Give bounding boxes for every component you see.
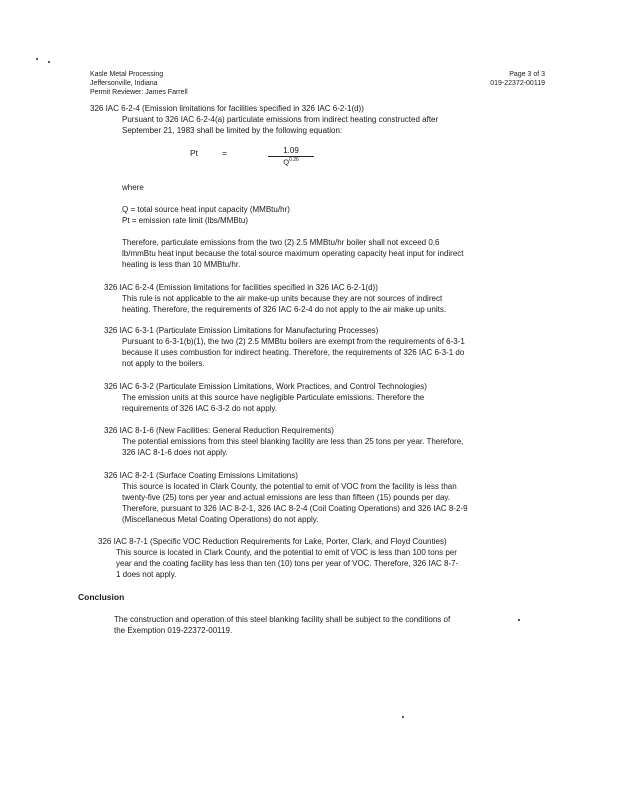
section-line: This source is located in Clark County, and the potential to emit of VOC is less than 100 tons per xyxy=(116,548,457,557)
header-right xyxy=(490,70,545,88)
header-left xyxy=(90,70,188,97)
section-title: 326 IAC 6-2-4 (Emission limitations for facilities specified in 326 IAC 6-2-1(d)) xyxy=(104,283,378,292)
section-line: Pursuant to 6-3-1(b)(1), the two (2) 2.5 MMBtu boilers are exempt from the requirements of 6-3-1 xyxy=(122,337,465,346)
conclusion-heading: Conclusion xyxy=(78,592,125,602)
where-line-pt: Pt = emission rate limit (lbs/MMBtu) xyxy=(122,216,249,225)
section-title: 326 IAC 8-7-1 (Specific VOC Reduction Requirements for Lake, Porter, Clark, and Floyd Counties) xyxy=(98,537,447,546)
therefore-paragraph xyxy=(122,237,464,270)
section-line: (Miscellaneous Metal Coating Operations) do not apply. xyxy=(122,515,319,524)
section-line: because it uses combustion for indirect heating. Therefore, the requirements of 326 IAC 6-3-1 do xyxy=(122,348,465,357)
section-line: 1 does not apply. xyxy=(116,570,177,579)
where-definitions xyxy=(122,204,290,226)
therefore-line: heating is less than 10 MMBtu/hr. xyxy=(122,260,241,269)
equation-fraction xyxy=(268,146,314,167)
equation-lhs: Pt xyxy=(190,148,199,158)
equation-numerator: 1.09 xyxy=(268,146,314,157)
section-326-iac-8-2-1 xyxy=(104,470,468,525)
where-line-q: Q = total source heat input capacity (MMBtu/hr) xyxy=(122,205,290,214)
section-line: year and the coating facility has less than ten (10) tons per year of VOC. Therefore, 326 IAC 8-7- xyxy=(116,559,459,568)
scan-speck xyxy=(48,61,50,63)
where-label: where xyxy=(122,183,144,192)
section-line: heating. Therefore, the requirements of 326 IAC 6-2-4 do not apply to the air make up units. xyxy=(122,305,447,314)
scan-speck xyxy=(402,716,404,718)
section-326-iac-6-2-4-a xyxy=(90,103,438,136)
section-line: This source is located in Clark County, the potential to emit of VOC from the facility is less than xyxy=(122,482,457,491)
section-326-iac-8-1-6 xyxy=(104,425,463,458)
section-line: The emission units at this source have negligible Particulate emissions. Therefore the xyxy=(122,393,425,402)
header-reviewer: Permit Reviewer: James Farrell xyxy=(90,89,188,96)
header-company: Kasle Metal Processing xyxy=(90,71,164,78)
section-title: 326 IAC 8-1-6 (New Facilities: General Reduction Requirements) xyxy=(104,426,334,435)
therefore-line: lb/mmBtu heat input because the total source maximum operating capacity heat input for indirect xyxy=(122,249,464,258)
conclusion-paragraph xyxy=(114,614,450,636)
section-line: The potential emissions from this steel blanking facility are less than 25 tons per year. Therefore, xyxy=(122,437,464,446)
section-326-iac-8-7-1 xyxy=(98,536,458,580)
scan-speck xyxy=(36,58,38,60)
section-title: 326 IAC 6-2-4 (Emission limitations for facilities specified in 326 IAC 6-2-1(d)) xyxy=(90,104,364,113)
section-line: twenty-five (25) tons per year and actual emissions are less than fifteen (15) pounds per day. xyxy=(122,493,451,502)
conclusion-line: the Exemption 019-22372-00119. xyxy=(114,626,233,635)
section-line: September 21, 1983 shall be limited by the following equation: xyxy=(122,126,343,135)
therefore-line: Therefore, particulate emissions from the two (2) 2.5 MMBtu/hr boiler shall not exceed 0.6 xyxy=(122,238,440,247)
equation-equals: = xyxy=(222,148,227,158)
section-line: not apply to the boilers. xyxy=(122,359,205,368)
section-title: 326 IAC 6-3-2 (Particulate Emission Limitations, Work Practices, and Control Technologies) xyxy=(104,382,427,391)
section-326-iac-6-2-4-b xyxy=(104,282,446,315)
section-line: Therefore, pursuant to 326 IAC 8-2-1, 326 IAC 8-2-4 (Coil Coating Operations) and 326 IAC 8-2-9 xyxy=(122,504,468,513)
header-location: Jeffersonville, Indiana xyxy=(90,80,158,87)
scan-speck xyxy=(518,619,520,621)
header-page-number: Page 3 of 3 xyxy=(509,71,545,78)
section-line: requirements of 326 IAC 6-3-2 do not apply. xyxy=(122,404,278,413)
section-title: 326 IAC 6-3-1 (Particulate Emission Limitations for Manufacturing Processes) xyxy=(104,326,379,335)
section-line: This rule is not applicable to the air make-up units because they are not sources of indirect xyxy=(122,294,443,303)
equation-denominator: $Q^{0.26}$ xyxy=(283,157,299,167)
conclusion-line: The construction and operation of this steel blanking facility shall be subject to the conditions of xyxy=(114,615,451,624)
section-title: 326 IAC 8-2-1 (Surface Coating Emissions Limitations) xyxy=(104,471,298,480)
section-line: Pursuant to 326 IAC 6-2-4(a) particulate emissions from indirect heating constructed after xyxy=(122,115,439,124)
equation-exponent: 0.26 xyxy=(289,157,299,163)
section-326-iac-6-3-2 xyxy=(104,381,427,414)
header-exemption-id: 019-22372-00119 xyxy=(490,80,545,87)
section-326-iac-6-3-1 xyxy=(104,325,465,369)
section-line: 326 IAC 8-1-6 does not apply. xyxy=(122,448,228,457)
